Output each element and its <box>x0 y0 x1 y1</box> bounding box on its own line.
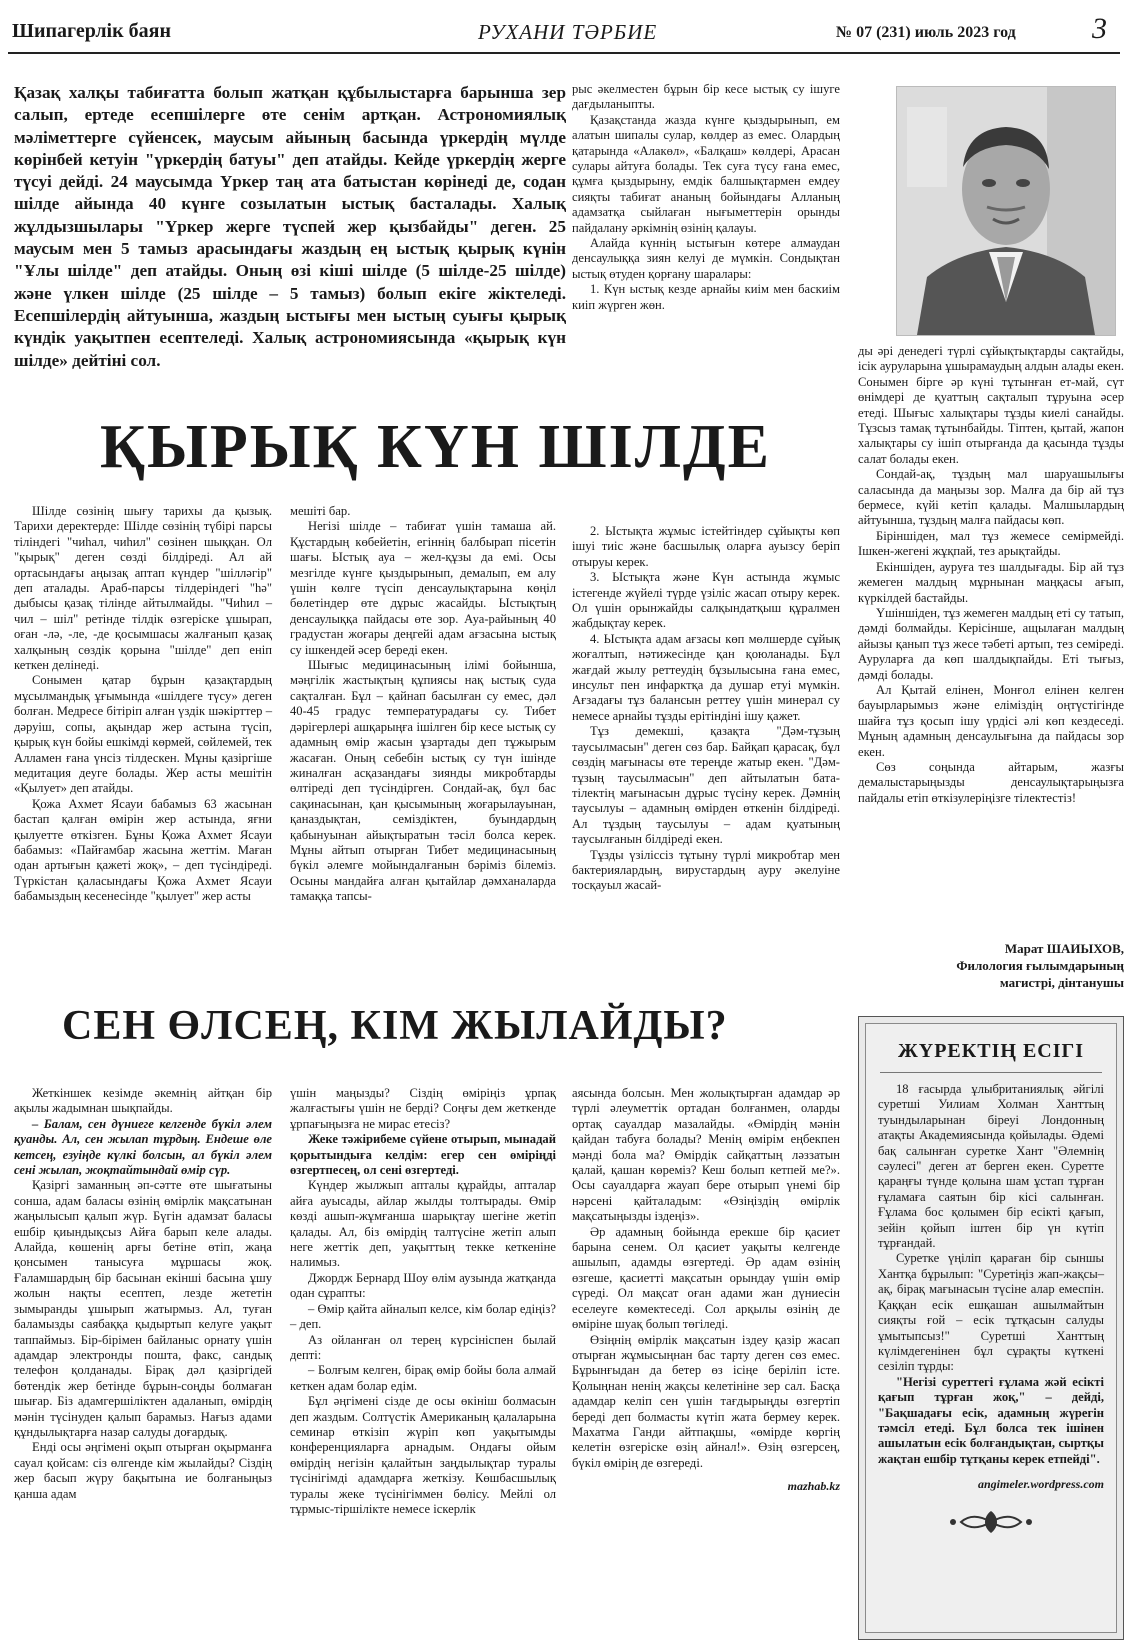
paragraph: Аз ойланған ол терең күрсініспен былай депті: <box>290 1332 556 1362</box>
paragraph: Шілде сөзінің шығу тарихы да қызық. Тарихи деректерде: Шілде сөзінің түбірі парсы тіліндегі "чиһал, чиһил" сөзінен шыққан. Ол "қырық" деген сөзді білдіреді. Ал ай ортасындағы аңызақ аптап күндер "шілләгір" деп аталады. Араб-парсы тілдеріндегі "һә" дыбысы қазақ тілінде айтылмайды. "Чиһил – чил – шіл" ретінде тілдік өзгеріске ұшырап, оған -лә, -ле, -де қосымшасы жалғанып қазақ халқының сөздік қорына "шілде" деп еніп кеткен делінеді. <box>14 504 272 673</box>
paragraph: ды әрі денедегі түрлі сұйықтықтарды сақтайды, ісік ауруларына ұшырамаудың алдын алады екен. Сонымен бірге әр күні тұтынған ет-май, сүт өнімдері де қуаттың сақталып тұруына әсер етеді. Шығыс халықтары тұзды киелі санайды. Тұзсыз тамақ тұтынбайды. Тіптен, қытай, жапон халықтары су ішіп отырғанда да қасында тұзды салат болады екен. <box>858 344 1124 466</box>
author-name: Марат ШАИЫХОВ, <box>1004 941 1124 956</box>
paragraph: Қазақстанда жазда күнге қыздырынып, ем алатын шипалы сулар, көлдер аз емес. Олардың қатарында «Алакөл», «Балқаш» көлдері, Арасан сулары айтуға болады. Тек суға түсу ғана емес, құмға қыздырыну, емдік балшықтармен емдеу сияқты табиғат ананың бойындағы Алланың адамзатқа сыйлаған нығыметтерін орынды пайдалану әркімнің өзінің қалауы. <box>572 112 840 235</box>
sidebar-text <box>878 1082 1104 1541</box>
paragraph: Сөз соңында айтарым, жазғы демалыстарыңызды денсаулықтарыңызға пайдалы етіп өткізулеріңізге тілектестіз! <box>858 759 1124 805</box>
newspaper-title: Шипагерлік баян <box>12 20 171 42</box>
article1-lead: Қазақ халқы табиғатта болып жатқан құбылыстарға барынша зер салып, ертеде есепшілерге өте сенім артқан. Астрономиялық мәліметтерге сүйенсек, маусым айының басында үркердің мүлде көрінбей кетуін "үркердің батуы" деп атайды. Кейде үркердің жерге түсуі дейді. 24 маусымда Үркер таң ата батыстан көрінеді де, содан шілде айында 40 күнге созылатын ыстық басталады. Халық жұлдызшылары "Үркер жерге түспей жер қызбайды" деген. 25 маусым мен 5 тамыз арасындағы жаздың ең ыстық қырық күнін "Ұлы шілде" деп атайды. Оның өзі кіші шілде (5 шілде-25 шілде) және үлкен шілде (25 шілде – 5 тамыз) болып екіге жіктеледі. Есепшілердің айтуынша, жаздың ыстығы мен ыстың суығы қырық күндік уақытпен есептеледі. Халық астрономиясында «қырық күн шілде» дейтіні сол. <box>14 83 566 370</box>
article2-column-3 <box>572 1086 840 1495</box>
paragraph: Қазіргі заманның әп-сәтте өте шығатыны сонша, адам баласы өзінің өмірлік мақсатынан жаңылысып қалып жүр. Бүгін адамзат баласы ешбір қиындықсыз Айға барып келе алады. Алайда, көшенің арғы бетіне өтіп, жаңа қонсымен танысуға мұршасы жоқ. Ғаламшардың бір басынан екінші басына ұшу жолын нақты есептеп, лезде жететін зымыранды ұшырып жатырмыз. Ал, туған баламызды саябаққа қыдыртып келуге уақыт таппаймыз. Бір-бірімен байланыс орнату үшін адамдар электронды пошта, факс, сандық телефон қолданады. Бірақ дәл қазіргідей бөтендік жер бетінде бұрын-соңды болмаған шығар. Біз адамгершіліктен адаланып, өмірдің мәнін түсінуден қалып барамыз. Нағыз адами құндылықтарға назар салуды доғардық. <box>14 1178 272 1439</box>
sidebar-divider <box>880 1072 1102 1073</box>
key-idea: Жеке тәжірибеме сүйене отырып, мынадай қорытындыға келдім: егер сен өміріңді өзгертпесең, ол сені өзгертеді. <box>290 1132 556 1178</box>
paragraph: Күндер жылжып апталы құрайды, апталар айға ауысады, айлар жылды толтырады. Өмір көзді ашып-жұмғанша шарықтау шегіне жетіп қалады. Ал, біз өмірдің талтүсіне жетіп алып неге жеттік деп, уақыттың текке кеткеніне налимыз. <box>290 1178 556 1270</box>
ornament-svg <box>931 1507 1051 1537</box>
paragraph: 1. Күн ыстық кезде арнайы киім мен баскиім киіп жүрген жөн. <box>572 282 840 312</box>
quote-paragraph <box>14 1117 272 1179</box>
source-angimeler: angimeler.wordpress.com <box>977 1477 1104 1492</box>
paragraph: Сонымен қатар бұрын қазақтардың мұсылмандық ұғымында «шілдеге түсу» деген болған. Медресе бітіріп алған үздік шәкірттер – дәруіш, сопы, ақындар жер астына түсіп, қырық күн бойы ешкімді көрмей, сөйлемей, тек Алламен ғана үнсіз тілдескен. Мұны қазіргіше медитация деуге болады. Жер асты мешітін «Қылует» деп атайды. <box>14 673 272 796</box>
paragraph: Қожа Ахмет Ясауи бабамыз 63 жасынан бастап қалған өмірін жер астында, яғни қылуетте өткізген. Бұны Қожа Ахмет Ясауи бабамыз: «Пайғамбар жасына жеттім. Маған одан артығын қажеті жоқ», – деп түсіндіреді. Түркістан қаласындағы Қожа Ахмет Ясауи бабамыздың кесенесінде "қылует" жер асты <box>14 796 272 904</box>
paragraph: Негізі шілде – табиғат үшін тамаша ай. Құстардың көбейетін, егіннің балбырап пісетін шағы. Ыстық ауа – жел-құзы да емі. Осы мезгілде күнге қыздырынып, демалып, ем алу үшін көлге түсіп денсаулықтарына көңіл бөлетіндер өте дұрыс жасайды. Ыстықтың денсаулыққа пайдасы өте зор. Ауа-райының 40 градустан жоғары деңгейі адам ағзасына ыстық су ішкендей әсер береді екен. <box>290 519 556 657</box>
paragraph: Үшіншіден, тұз жемеген малдың еті су татып, дәмді болмайды. Керісінше, ащылаған малдың айызы қанып тұз жесе тәбеті артып, тез семіреді. Ауруларға да көп шалдықпайды. Еті тығыз, дәмді болады. <box>858 605 1124 682</box>
paragraph: Суретке үңіліп қараған бір сыншы Хантқа бұрылып: "Суретіңіз жап-жақсы–ақ, бірақ мағынасын түсіне алар емеспін. Қаққан есік ешқашан ашылмайтын сияқты ғой – есік тұтқасын салуды ұмытыпсыз!" Суретші Ханттың күлімдегенінен бұл сұрақты күткені сезіліп тұрды: <box>878 1251 1104 1374</box>
paragraph: – Өмір қайта айналып келсе, кім болар едіңіз? – деп. <box>290 1301 556 1332</box>
sidebar-quote: "Негізі суреттегі ғұлама жәй есікті қағып тұрған жоқ," – дейді, "Бақшадағы есік, адамның жүрегін тәмсіл етеді. Бұл болса тек ішінен ашылатын есік болғандықтан, сыртқы жақтан ешбір тұтқаны керек етпейді". <box>878 1374 1104 1466</box>
issue-info: № 07 (231) июль 2023 год <box>836 24 1016 41</box>
sidebar-title: ЖҮРЕКТІҢ ЕСІГІ <box>897 1040 1085 1062</box>
page-number: 3 <box>1092 12 1107 45</box>
paragraph: – Болғым келген, бірақ өмір бойы бола алмай кеткен адам болар едім. <box>290 1363 556 1393</box>
article1-column-4 <box>858 344 1124 806</box>
headline-sen-olseng: СЕН ӨЛСЕҢ, КІМ ЖЫЛАЙДЫ? <box>62 1003 728 1049</box>
author-photo <box>896 86 1116 336</box>
paragraph: 3. Ыстықта және Күн астында жұмыс істегенде жүйелі түрде үзіліс жасап отыру керек. Ол үшін орынжайды салқындатқыш құралмен жабдықтау керек. <box>572 570 840 631</box>
paragraph: Бұл әңгімені сізде де осы өкініш болмасын деп жаздым. Солтүстік Американың қалаларына семинар өткізіп жүріп көп уақытымды конференцияларға арнадым. Ондағы ойым өмірдің негізін қалайтын заңдылықтар туралы түсінігімді адамдарға жеткізу. Көшбасшылық туралы жеке түсінігіммен бөлісу. Мейлі ол тұрмыс-тіршілікте немесе іскерлік <box>290 1394 556 1516</box>
paragraph: 2. Ыстықта жұмыс істейтіндер сұйықты көп ішуі тиіс және басшылық оларға ауызсу беріп отыруы керек. <box>572 524 840 569</box>
paragraph: Екіншіден, ауруға тез шалдығады. Бір ай тұз жемеген малдың мұрнынан маңқасы ағып, күркілдей бастайды. <box>858 559 1124 605</box>
paragraph: Шығыс медицинасының ілімі бойынша, мәңгілік жастықтың құпиясы нақ ыстық суда сақталған. Бұл – қайнап басылған су емес, дәл 40-45 градус температурадағы су. Тибет дәрігерлері ашқарыңға ішілген бір кесе ыстық су адамның өмір жасын ұзартады деп тұжырым жасаған. Оның себебін ыстық су түн ішінде жиналған асқазандағы зиянды микробтарды өлтіреді деп түсіндірген. Сондай-ақ, бұл бас сақинасынан, қан қысымының жоғарылауынан, қаназдықтан, семіздіктен, буындардың қабынуынан айықтыратын тәсіл болса керек. Мұны айтып отырған Тибет медицинасының бүкіл әлемге мойындалғанын бәріміз білеміз. Осыны мандайға алған қытайлар дәмханаларда тамаққа тапсы- <box>290 658 556 904</box>
article2-column-2 <box>290 1086 556 1517</box>
section-title: РУХАНИ ТӘРБИЕ <box>478 20 658 44</box>
ornament-icon <box>878 1507 1104 1541</box>
source-mazhab: mazhab.kz <box>787 1479 840 1494</box>
bold-paragraph <box>290 1132 556 1178</box>
paragraph: Біріншіден, мал тұз жемесе семірмейді. Ішкен-жегені жұқпай, тез арықтайды. <box>858 528 1124 559</box>
bold-paragraph <box>878 1375 1104 1467</box>
author-title-line1: Филология ғылымдарының <box>956 958 1124 973</box>
paragraph: Ал Қытай елінен, Монғол елінен келген бауырларымыз және еліміздің оңтүстігінде шайға тұз қосып ішу үрдісі әлі көп кездеседі. Мұның адамның денсаулығына да пайдасы зор екен. <box>858 682 1124 759</box>
paragraph: Джордж Бернард Шоу өлім аузында жатқанда одан сұрапты: <box>290 1270 556 1301</box>
paragraph: Өзіңнің өмірлік мақсатын іздеу қазір жасап отырған жұмысыңнан бас тарту деген сөз емес. Бұрынғыдан да бетер өз ісіңе беріліп істе. Қолыңнан ненің жақсы келетініне зер сал. Басқа адамдар келіп сен үшін тағдырыңды өзгертіп береді деп болмасты күтіп жата бермеу керек. Махатма Ганди айтпақшы, «өмірде көргің келетін өзгеріске өзің айнал!». Өзің өзгерсең, бүкіл өмірің де өзгереді. <box>572 1332 840 1470</box>
sidebar-box <box>858 1016 1124 1640</box>
paragraph: Әр адамның бойында ерекше бір қасиет барына сенем. Ол қасиет уақыты келгенде ашылып, адамды өзгертеді. Әр адам өзінің өзгеше, қасиетті мақсатын орындау үшін өмір сүреді. Ол мақсат оған адами жан дүниесін еселеуге көмектеседі. Сол арқылы өзінің де өміріне шуақ болып төгіледі. <box>572 1224 840 1332</box>
paragraph: Енді осы әңгімені оқып отырған оқырманға сауал қойсам: сіз өлгенде кім жылайды? Сіздің жер басып жүру бақытына ие болғаныңыз қанша адам <box>14 1440 272 1501</box>
article1-top-column <box>572 82 840 313</box>
sidebar-inner <box>865 1023 1117 1633</box>
paragraph: Сондай-ақ, тұздың мал шаруашылығы саласында да маңызы зор. Малға да бір ай тұз бермесе, күйі кетіп қалады. Малшылардың айтуынша, тұздың малға пайдасы көп. <box>858 467 1124 528</box>
paragraph: 4. Ыстықта адам ағзасы көп мөлшерде сұйық жоғалтып, нәтижесінде қан қоюланады. Бұл жағдай жылу реттеудің бұзылысына ғана емес, инсульт пен инфарктқа да душар етуі мүмкін. Ағзадағы тұз балансын реттеу үшін минерал су немесе арнайы тұзды ерітіндіні ішу қажет. <box>572 631 840 723</box>
article1-column-1 <box>14 504 272 905</box>
paragraph: Алайда күннің ыстығын көтере алмаудан денсаулыққа зиян келуі де мүмкін. Сондықтан ыстық өтуден қорғану шаралары: <box>572 236 840 281</box>
paragraph: Тұз демекші, қазақта "Дәм-тұзың таусылмасын" деген сөз бар. Байқап қарасақ, бұл сөздің мағынасы өте тереңде жатыр екен. "Дәм-тұзың таусылмасын" деп айтылатын бата-тілектің мағынасын дұрыс түсіну керек. Дәмнің таусылуы – адамның өмірден өткенін білдіреді. Ал тұздың таусылуы – адам қуатының таусылғанын білдіреді екен. <box>572 724 840 847</box>
header-divider <box>8 52 1120 54</box>
paragraph: мешіті бар. <box>290 504 351 518</box>
father-quote: – Балам, сен дүниеге келгенде бүкіл әлем қуанды. Ал, сен жылап тұрдың. Ендеше өле кетсең, езуіңде күлкі болсын, ал бүкіл әлем сені жылап, жоқтайтындай өмір сүр. <box>14 1116 272 1178</box>
headline-kyryk-kun-shilde: ҚЫРЫҚ КҮН ШІЛДЕ <box>100 413 771 481</box>
paragraph: үшін маңызды? Сіздің өміріңіз ұрпақ жалғастығы үшін не берді? Соңғы дем жеткенде ұрпағыңызға не мирас етесіз? <box>290 1086 556 1131</box>
author-title-line2: магистрі, дінтанушы <box>999 975 1124 990</box>
paragraph: Жеткіншек кезімде әкемнің айтқан бір ақылы жадымнан шықпайды. <box>14 1086 272 1116</box>
paragraph: 18 ғасырда ұлыбританиялық әйгілі суретші Уилиам Холман Ханттың туындыларынан біреуі Лондонның атақты Академиясында қойылады. Әдемі бақ салынған суретке Хант "Әлемнің сәулесі" деген ат берген екен. Суретте қараңғы түнде қолына шам ұстап тұрған ғұламаға саятын бір кісі салынған. Ғұлама бос қолымен бір есікті қағып, зейін қойып іштен бір үн күтіп тұрғандай. <box>878 1082 1104 1251</box>
paragraph: аясында болсын. Мен жолықтырған адамдар әр түрлі әлеуметтік ортадан болғанмен, оларды ортақ сауалдар мазалайды. «Өмірдің мәнін қайдан табуға болады? Менің өмірім еңбекпен мәнді бола ма? Өмірдік сайқаттың ләззатын қалай, қашан көреміз? Кеш болып кетпей ме?». Осы сауалдарға жауап бере отырып үнемі бір нәрсені қайталадым: «Өзіңіздің өмірлік мақсатыңызды іздеңіз». <box>572 1086 840 1224</box>
portrait-illustration <box>897 87 1115 335</box>
paragraph: Тұзды үзіліссіз тұтыну түрлі микробтар мен бактериялардың, вирустардың ауру әкелуіне тосқауыл жасай- <box>572 847 840 893</box>
article1-column-3 <box>572 524 840 894</box>
article1-column-2 <box>290 504 556 905</box>
author-signature <box>860 940 1124 991</box>
article2-column-1 <box>14 1086 272 1502</box>
paragraph: рыс әкелместен бұрын бір кесе ыстық су ішуге дағдыланыпты. <box>572 82 840 112</box>
